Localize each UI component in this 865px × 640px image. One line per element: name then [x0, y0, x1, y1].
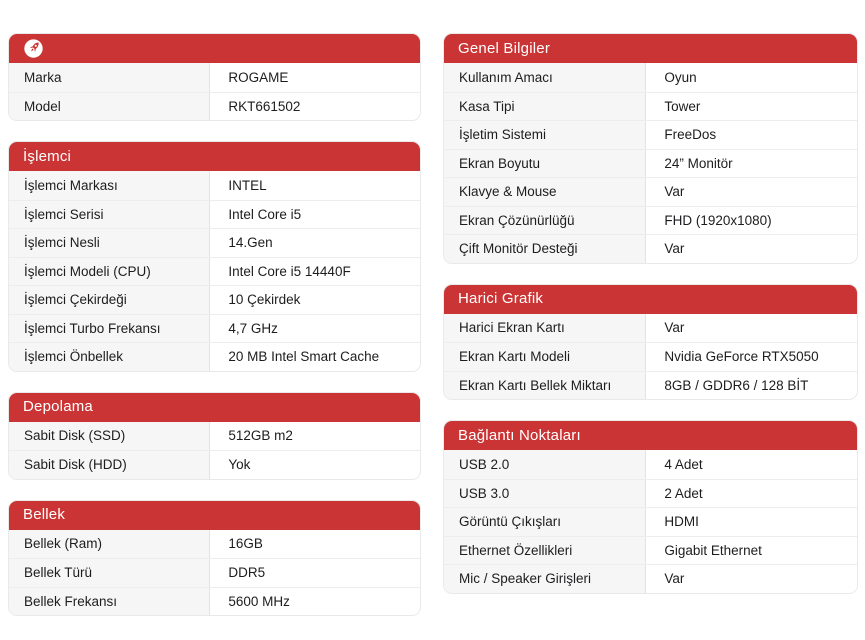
spec-value: DDR5	[210, 559, 420, 587]
spec-value: 2 Adet	[646, 480, 857, 508]
spec-value: 8GB / GDDR6 / 128 BİT	[646, 372, 857, 400]
rocket-logo-icon	[23, 38, 44, 59]
spec-value: ROGAME	[210, 63, 420, 92]
spec-value: 14.Gen	[210, 229, 420, 257]
spec-label: Kasa Tipi	[444, 93, 646, 121]
spec-label: Ekran Boyutu	[444, 150, 646, 178]
spec-value: 4,7 GHz	[210, 315, 420, 343]
spec-label: İşlemci Markası	[9, 171, 210, 200]
section-header-baglanti-noktalari	[443, 420, 858, 450]
spec-row	[9, 314, 420, 343]
spec-value: 24” Monitör	[646, 150, 857, 178]
section-header-depolama	[8, 392, 421, 422]
spec-label: Harici Ekran Kartı	[444, 314, 646, 343]
spec-row	[9, 285, 420, 314]
spec-label: Çift Monitör Desteği	[444, 235, 646, 263]
spec-label: Kullanım Amacı	[444, 63, 646, 92]
spec-row	[9, 342, 420, 371]
spec-row	[444, 479, 857, 508]
spec-row	[444, 507, 857, 536]
spec-row	[444, 342, 857, 371]
section-title: Bellek	[23, 506, 66, 523]
spec-row	[9, 257, 420, 286]
section-header-genel-bilgiler	[443, 33, 858, 63]
spec-label: İşlemci Nesli	[9, 229, 210, 257]
spec-row	[444, 92, 857, 121]
spec-row	[9, 200, 420, 229]
spec-row	[444, 371, 857, 400]
spec-row	[444, 206, 857, 235]
spec-value: 5600 MHz	[210, 588, 420, 616]
section-header-harici-grafik	[443, 284, 858, 314]
spec-label: İşlemci Önbellek	[9, 343, 210, 371]
spec-value: Intel Core i5 14440F	[210, 258, 420, 286]
spec-label: Bellek (Ram)	[9, 530, 210, 559]
spec-label: USB 2.0	[444, 450, 646, 479]
spec-label: İşlemci Modeli (CPU)	[9, 258, 210, 286]
spec-label: Ekran Çözünürlüğü	[444, 207, 646, 235]
spec-label: Model	[9, 93, 210, 121]
spec-value: FreeDos	[646, 121, 857, 149]
spec-row	[444, 234, 857, 263]
section-title: Harici Grafik	[458, 290, 544, 307]
spec-label: Ethernet Özellikleri	[444, 537, 646, 565]
section-header-bellek	[8, 500, 421, 530]
spec-label: USB 3.0	[444, 480, 646, 508]
spec-value: Var	[646, 565, 857, 593]
spec-label: Sabit Disk (HDD)	[9, 451, 210, 479]
spec-row	[9, 63, 420, 92]
spec-row	[444, 564, 857, 593]
spec-value: Nvidia GeForce RTX5050	[646, 343, 857, 371]
spec-label: İşlemci Serisi	[9, 201, 210, 229]
spec-label: Mic / Speaker Girişleri	[444, 565, 646, 593]
spec-label: Görüntü Çıkışları	[444, 508, 646, 536]
spec-row	[9, 587, 420, 616]
spec-table-harici-grafik	[443, 284, 858, 401]
spec-value: RKT661502	[210, 93, 420, 121]
spec-label: Bellek Türü	[9, 559, 210, 587]
spec-table-baglanti-noktalari	[443, 420, 858, 594]
section-title: Depolama	[23, 398, 93, 415]
spec-row	[9, 228, 420, 257]
spec-row	[444, 450, 857, 479]
spec-label: Ekran Kartı Bellek Miktarı	[444, 372, 646, 400]
spec-table-depolama	[8, 392, 421, 480]
spec-row	[444, 536, 857, 565]
spec-label: İşlemci Çekirdeği	[9, 286, 210, 314]
section-title: Bağlantı Noktaları	[458, 426, 581, 444]
spec-value: 10 Çekirdek	[210, 286, 420, 314]
spec-row	[9, 450, 420, 479]
spec-row	[444, 63, 857, 92]
right-column	[443, 33, 858, 614]
spec-value: Tower	[646, 93, 857, 121]
spec-label: Klavye & Mouse	[444, 178, 646, 206]
spec-label: Sabit Disk (SSD)	[9, 422, 210, 451]
spec-row	[9, 530, 420, 559]
spec-row	[9, 558, 420, 587]
section-title: İşlemci	[23, 147, 72, 165]
spec-label: İşletim Sistemi	[444, 121, 646, 149]
spec-table-islemci	[8, 141, 421, 372]
spec-value: Intel Core i5	[210, 201, 420, 229]
spec-row	[9, 171, 420, 200]
spec-value: 20 MB Intel Smart Cache	[210, 343, 420, 371]
spec-value: Oyun	[646, 63, 857, 92]
spec-value: 512GB m2	[210, 422, 420, 451]
spec-table-bellek	[8, 500, 421, 617]
spec-value: 4 Adet	[646, 450, 857, 479]
spec-row	[444, 314, 857, 343]
spec-row	[9, 422, 420, 451]
spec-row	[444, 120, 857, 149]
spec-value: Var	[646, 235, 857, 263]
left-column	[8, 33, 421, 636]
section-title: Genel Bilgiler	[458, 39, 551, 57]
spec-label: İşlemci Turbo Frekansı	[9, 315, 210, 343]
spec-label: Bellek Frekansı	[9, 588, 210, 616]
spec-value: Yok	[210, 451, 420, 479]
spec-value: FHD (1920x1080)	[646, 207, 857, 235]
section-header-islemci	[8, 141, 421, 171]
spec-table-genel-bilgiler	[443, 33, 858, 264]
spec-table-brand	[8, 33, 421, 121]
spec-label: Ekran Kartı Modeli	[444, 343, 646, 371]
spec-value: Var	[646, 314, 857, 343]
spec-row	[9, 92, 420, 121]
spec-value: HDMI	[646, 508, 857, 536]
spec-row	[444, 177, 857, 206]
section-header-brand	[8, 33, 421, 63]
spec-row	[444, 149, 857, 178]
spec-value: 16GB	[210, 530, 420, 559]
spec-value: INTEL	[210, 171, 420, 200]
spec-label: Marka	[9, 63, 210, 92]
spec-value: Var	[646, 178, 857, 206]
spec-value: Gigabit Ethernet	[646, 537, 857, 565]
